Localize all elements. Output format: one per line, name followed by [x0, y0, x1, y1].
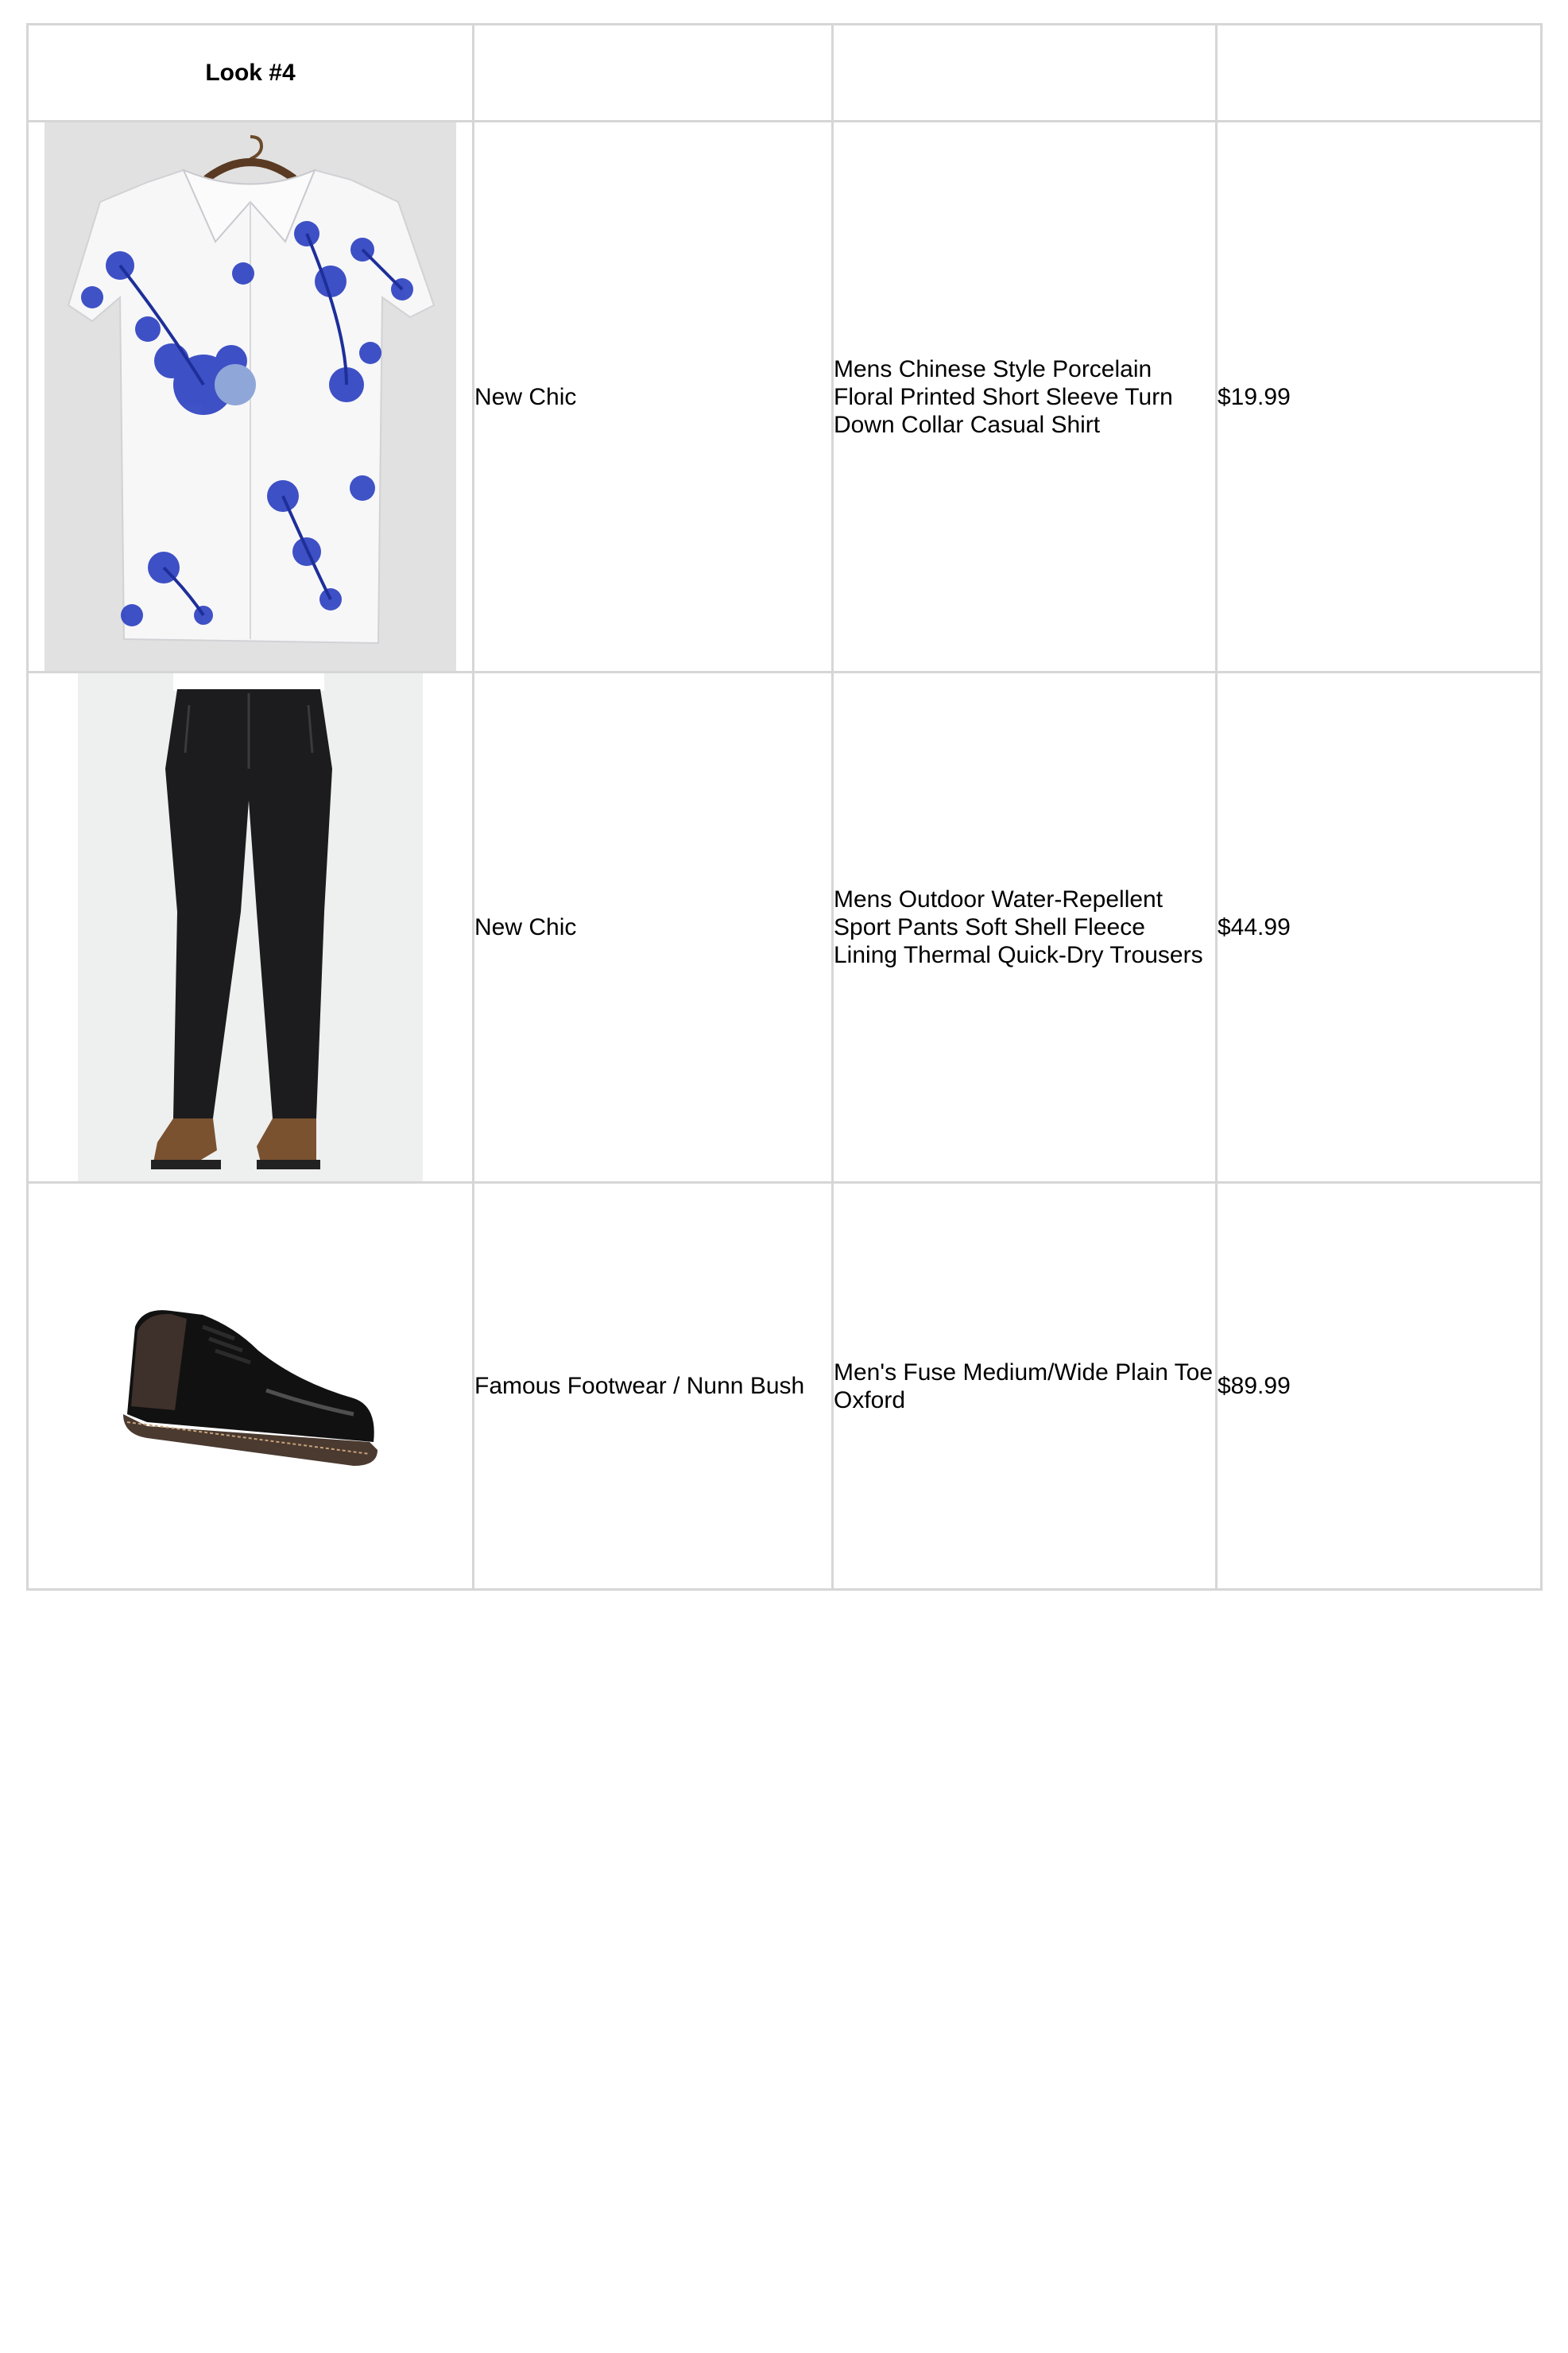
product-image-cell — [28, 673, 474, 1183]
table-row — [28, 673, 1542, 1183]
price-cell: $89.99 — [1217, 1183, 1542, 1590]
black-pants-image — [78, 673, 423, 1181]
brand-cell: New Chic — [474, 122, 833, 673]
table-row — [28, 122, 1542, 673]
description-cell: Mens Chinese Style Porcelain Floral Printed Short Sleeve Turn Down Collar Casual Shirt — [833, 122, 1217, 673]
price-cell: $19.99 — [1217, 122, 1542, 673]
look-title: Look #4 — [28, 25, 474, 122]
floral-shirt-image — [45, 122, 456, 671]
brand-cell: Famous Footwear / Nunn Bush — [474, 1183, 833, 1590]
description-cell: Mens Outdoor Water-Repellent Sport Pants Soft Shell Fleece Lining Thermal Quick-Dry Trousers — [833, 673, 1217, 1183]
product-image-cell — [28, 122, 474, 673]
header-empty-cell — [833, 25, 1217, 122]
oxford-shoe-image — [115, 1295, 385, 1478]
description-cell: Men's Fuse Medium/Wide Plain Toe Oxford — [833, 1183, 1217, 1590]
header-empty-cell — [474, 25, 833, 122]
look-table — [26, 23, 1543, 1591]
brand-cell: New Chic — [474, 673, 833, 1183]
price-cell: $44.99 — [1217, 673, 1542, 1183]
table-row — [28, 1183, 1542, 1590]
header-empty-cell — [1217, 25, 1542, 122]
header-row — [28, 25, 1542, 122]
product-image-cell — [28, 1183, 474, 1590]
